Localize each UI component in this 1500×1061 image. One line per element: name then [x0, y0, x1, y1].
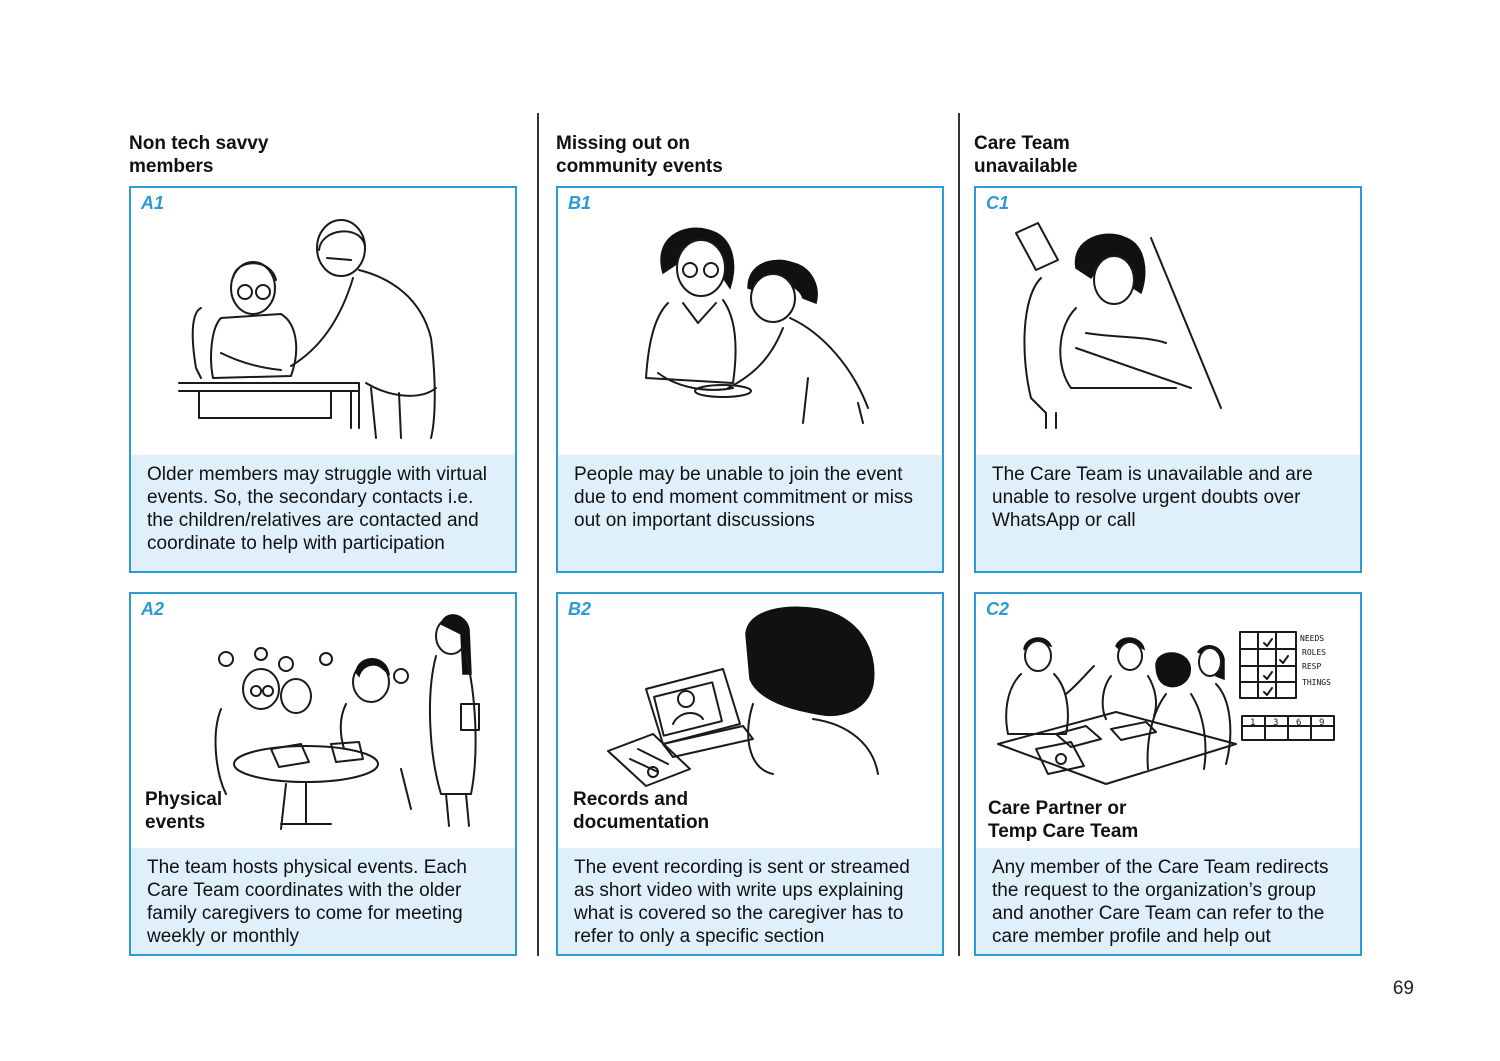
card-caption: The team hosts physical events. Each Care Team coordinates with the older family caregivers to come for meeting weekly or monthly [131, 848, 515, 954]
whiteboard-note: ROLES [1302, 648, 1327, 657]
card-tag: B1 [568, 193, 592, 213]
card-caption: The Care Team is unavailable and are unable to resolve urgent doubts over WhatsApp or call [976, 455, 1360, 571]
card-label: Care Partner or Temp Care Team [988, 798, 1139, 842]
card-label: Physical events [145, 789, 223, 833]
card-caption: Older members may struggle with virtual events. So, the secondary contacts i.e. the children/relatives are contacted and coordinate to help with participation [131, 455, 515, 571]
illustration-helping-elder-sign [131, 188, 515, 458]
column-divider [958, 113, 960, 956]
card-a2 [129, 592, 517, 956]
whiteboard-number: 9 [1319, 718, 1325, 728]
column-title-a: Non tech savvy members [129, 133, 269, 177]
whiteboard-number: 1 [1250, 718, 1256, 728]
card-tag: C2 [986, 599, 1010, 619]
column-divider [537, 113, 539, 956]
page-number: 69 [1392, 978, 1414, 999]
card-label: Records and documentation [573, 789, 710, 833]
card-c2 [974, 592, 1362, 956]
whiteboard-note: THINGS [1302, 678, 1331, 687]
card-tag: B2 [568, 599, 592, 619]
column-title-c: Care Team unavailable [974, 133, 1078, 177]
card-tag: A2 [141, 599, 165, 619]
card-tag: C1 [986, 193, 1010, 213]
illustration-woman-waiting-phone [976, 188, 1360, 458]
card-caption: Any member of the Care Team redirects the request to the organization’s group and another Care Team can refer to the care member profile and help out [976, 848, 1360, 954]
whiteboard-number: 3 [1273, 718, 1279, 728]
card-caption: The event recording is sent or streamed as short video with write ups explaining what is covered so the caregiver has to refer to only a specific section [558, 848, 942, 954]
whiteboard-note: NEEDS [1300, 634, 1325, 643]
whiteboard-number: 6 [1296, 718, 1302, 728]
illustration-two-women-tablet [558, 188, 942, 458]
card-b2 [556, 592, 944, 956]
card-caption: People may be unable to join the event due to end moment commitment or miss out on important discussions [558, 455, 942, 571]
card-c1 [974, 186, 1362, 573]
whiteboard-note: RESP [1302, 662, 1322, 671]
card-tag: A1 [141, 193, 165, 213]
card-b1 [556, 186, 944, 573]
card-a1 [129, 186, 517, 573]
column-title-b: Missing out on community events [556, 133, 723, 177]
